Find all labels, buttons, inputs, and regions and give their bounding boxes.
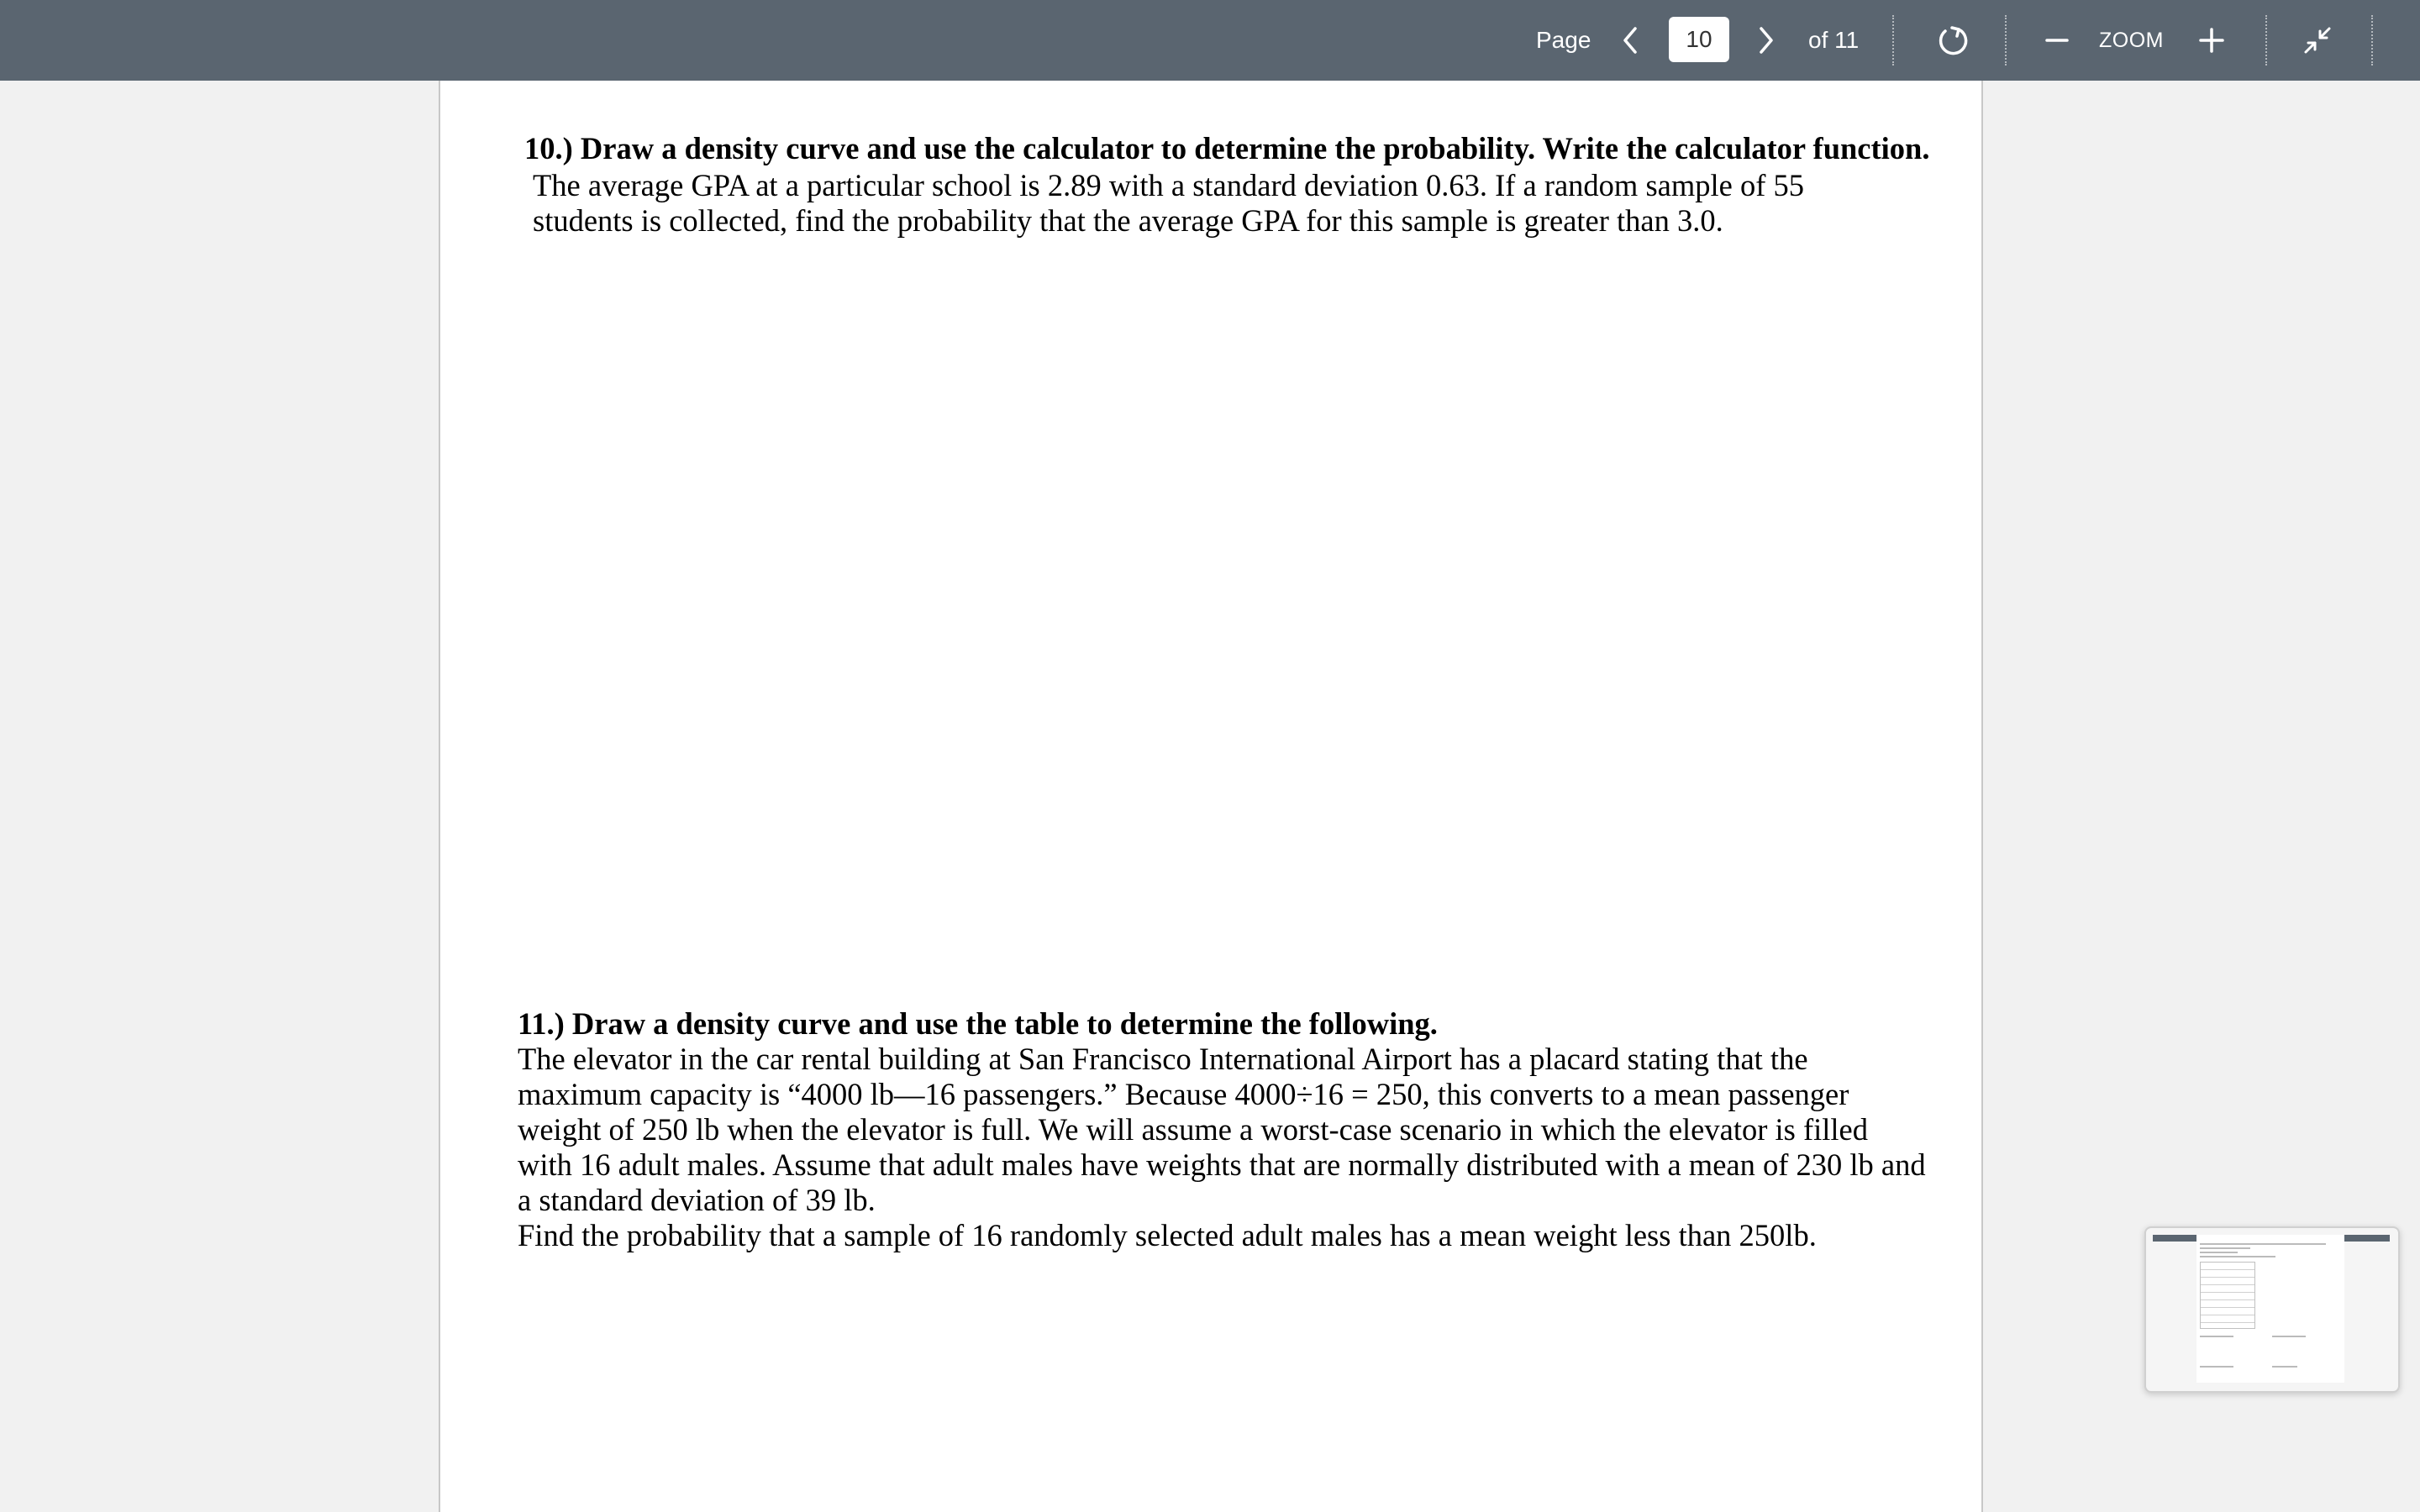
chevron-right-icon	[1756, 25, 1776, 55]
thumbnail-text-line	[2200, 1366, 2233, 1368]
page-thumbnail[interactable]	[2144, 1226, 2400, 1393]
question-11-body: The elevator in the car rental building at San Francisco International Airport has a placard stating that the maximum capacity is “4000 lb—16 passengers.” Because 4000÷16 = 250, this converts to a mean passenger weight of 250 lb when the elevator is full. We will assume a worst-case scenario in which the elevator is filled with 16 adult males. Assume that adult males have weights that are normally distributed with a mean of 230 lb and a standard deviation of 39 lb.	[518, 1042, 1926, 1217]
thumbnail-text-line	[2272, 1366, 2297, 1368]
minus-icon	[2044, 28, 2070, 53]
thumbnail-text-line	[2272, 1336, 2306, 1337]
document-page	[439, 81, 1983, 1512]
question-11-heading: 11.) Draw a density curve and use the table to determine the following.	[518, 1006, 1438, 1041]
page-label: Page	[1536, 27, 1591, 53]
question-10-heading: 10.) Draw a density curve and use the calculator to determine the probability. Write the calculator function.	[524, 131, 1930, 165]
toolbar-divider	[2371, 15, 2373, 66]
thumbnail-page	[2196, 1235, 2344, 1383]
zoom-in-button[interactable]	[2188, 17, 2235, 64]
toolbar-divider	[2005, 15, 2007, 66]
next-page-button[interactable]	[1748, 18, 1785, 62]
zoom-out-button[interactable]	[2035, 18, 2079, 62]
question-11-prompt: Find the probability that a sample of 16 randomly selected adult males has a mean weight less than 250lb.	[518, 1218, 1817, 1252]
rotate-button[interactable]	[1929, 17, 1976, 64]
previous-page-button[interactable]	[1612, 18, 1649, 62]
thumbnail-text-line	[2200, 1252, 2238, 1253]
page-count-label: of 11	[1808, 27, 1860, 53]
rotate-icon	[1935, 23, 1970, 58]
thumbnail-text-line	[2200, 1336, 2233, 1337]
collapse-button[interactable]	[2296, 18, 2339, 62]
question-10-body: The average GPA at a particular school is 2.89 with a standard deviation 0.63. If a random sample of 55 students is collected, find the probability that the average GPA for this sample is greater than 3.0.	[533, 168, 1804, 238]
toolbar-divider	[1892, 15, 1894, 66]
zoom-label: ZOOM	[2099, 28, 2164, 52]
collapse-icon	[2302, 25, 2333, 55]
chevron-left-icon	[1620, 25, 1640, 55]
thumbnail-text-line	[2200, 1247, 2250, 1249]
thumbnail-text-line	[2200, 1243, 2326, 1245]
thumbnail-text-line	[2200, 1256, 2275, 1257]
page-number-input[interactable]	[1669, 17, 1729, 62]
plus-icon	[2198, 27, 2225, 54]
toolbar-divider	[2265, 15, 2267, 66]
thumbnail-table	[2200, 1262, 2255, 1329]
viewer-toolbar	[0, 0, 2420, 81]
